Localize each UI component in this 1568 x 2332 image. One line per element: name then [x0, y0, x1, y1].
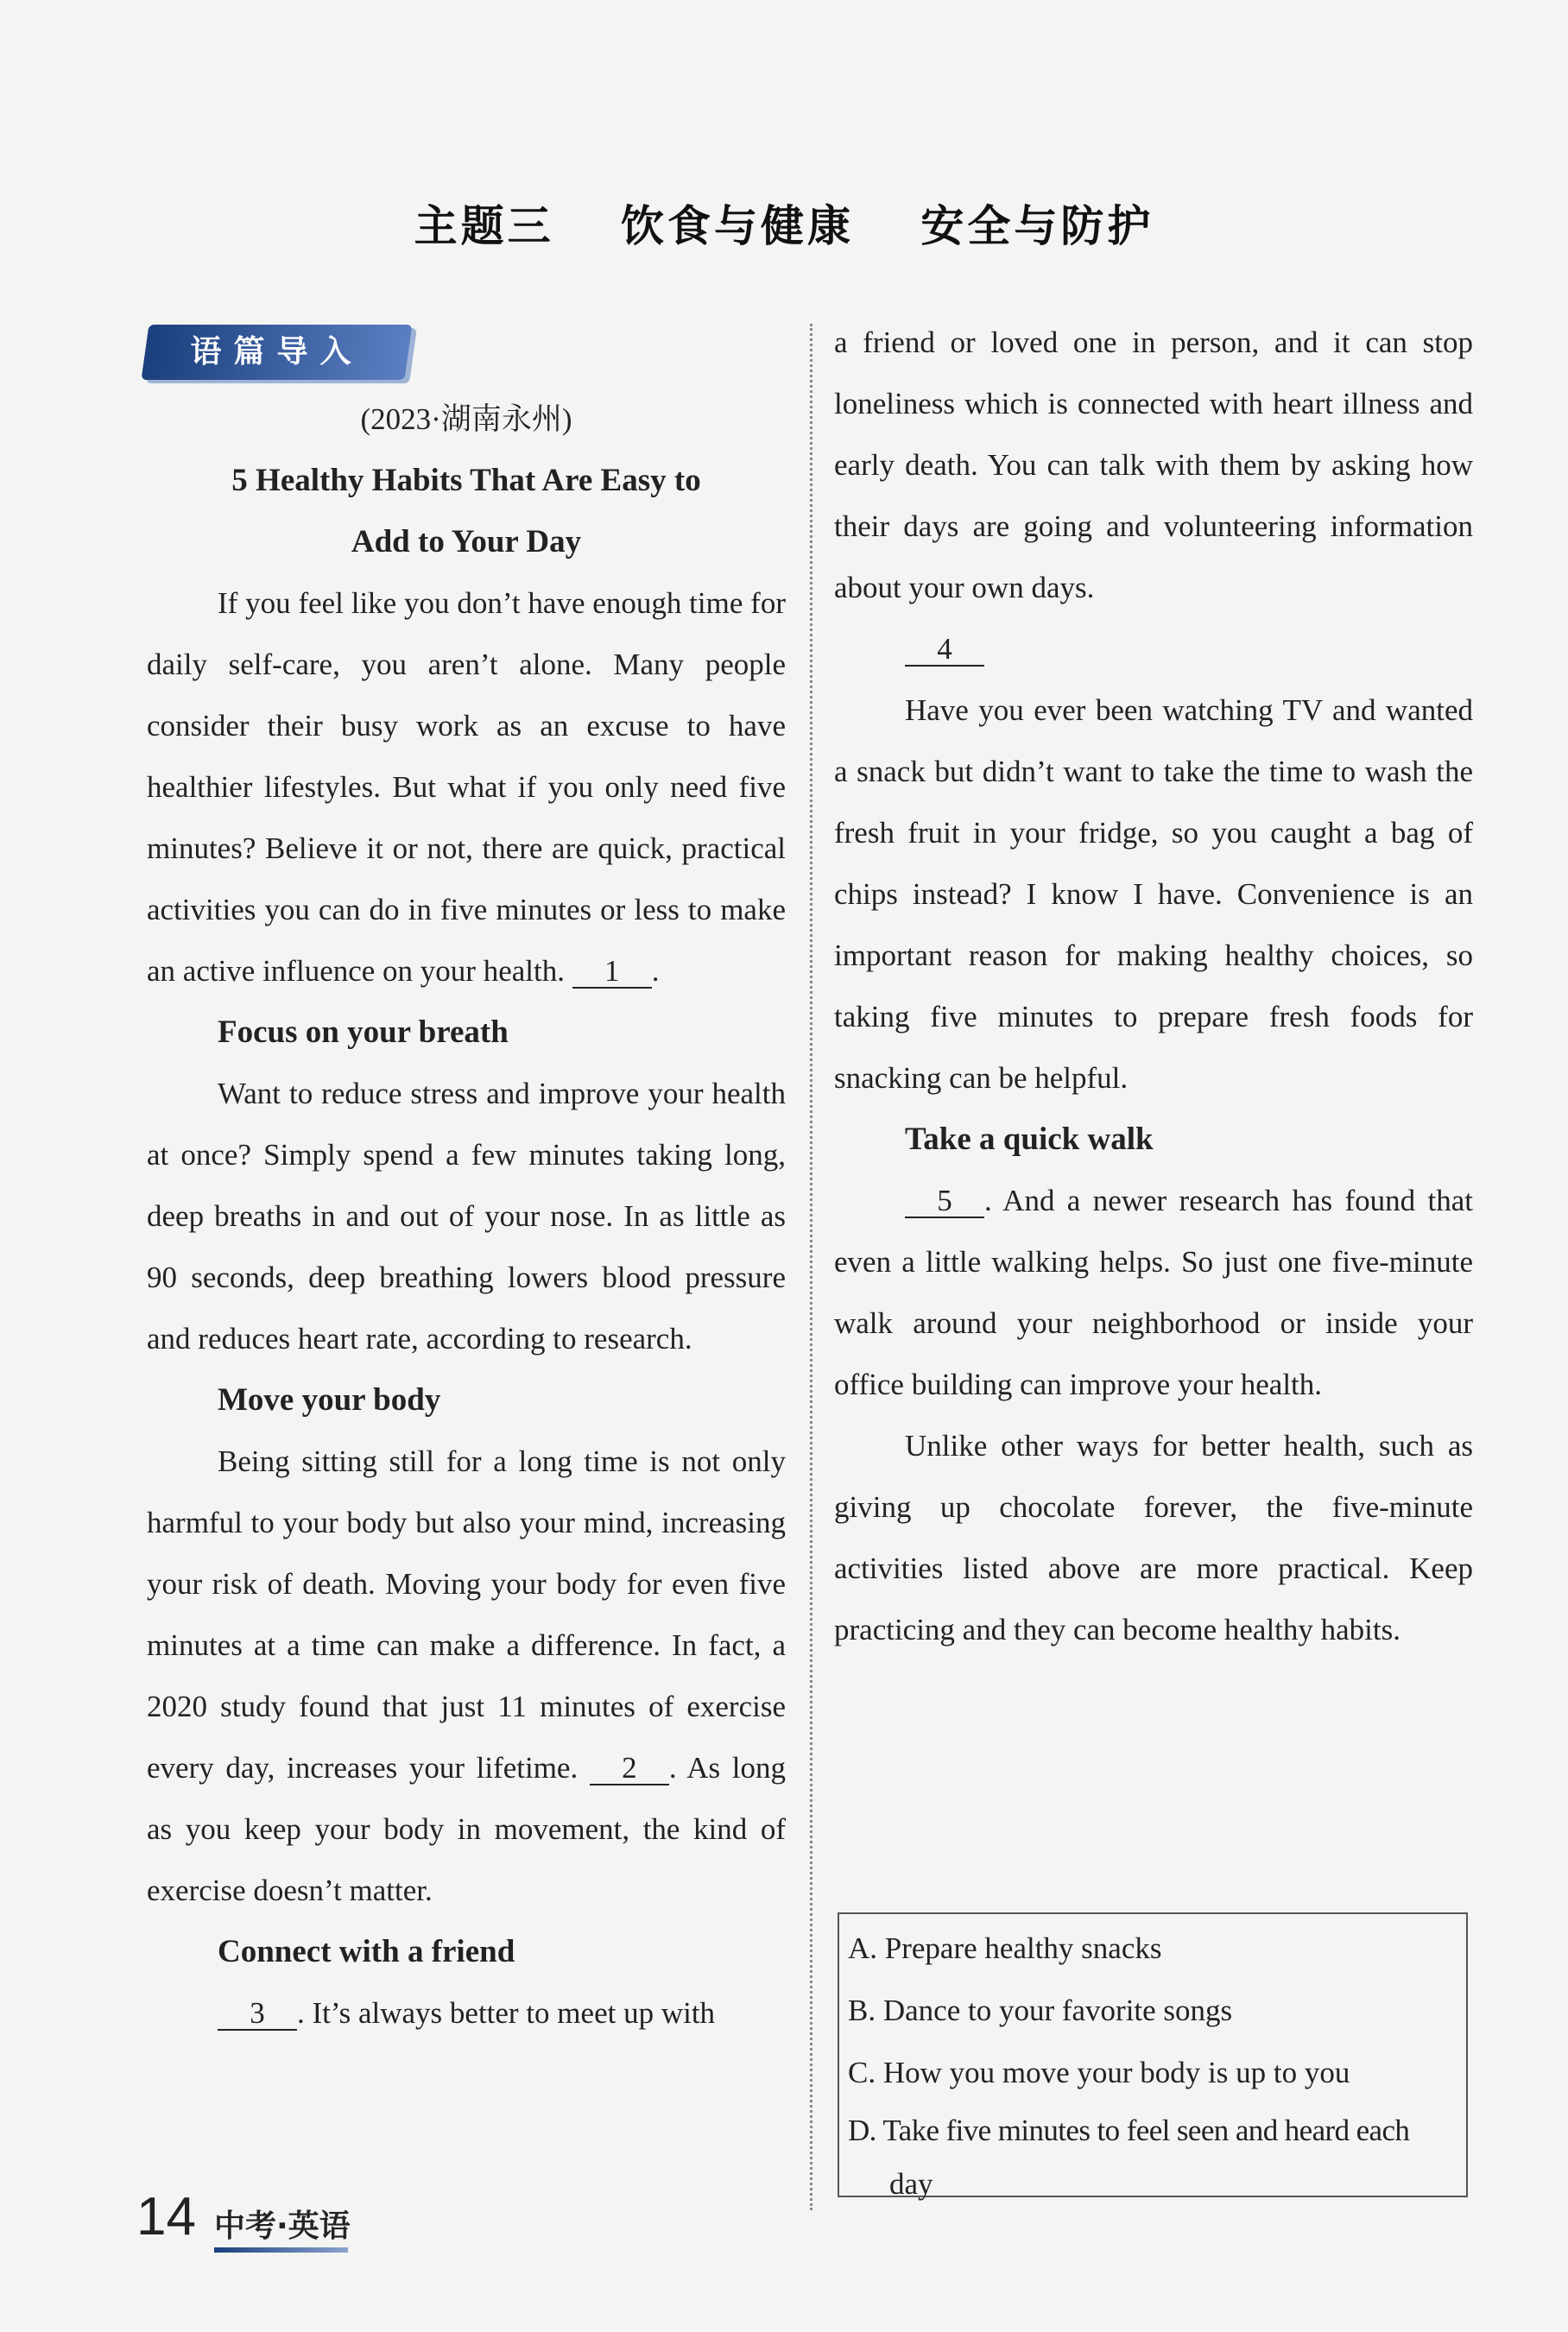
heading-connect-friend: Connect with a friend — [218, 1934, 515, 1969]
paragraph-connect-friend-cont: a friend or loved one in person, and it can stop loneliness which is connected with heart illness and early death. You can talk with them by asking how their days are going and volunteering information about your own days. — [834, 325, 1473, 604]
title-theme: 主题三 — [414, 201, 554, 251]
paragraph-move-body — [147, 1431, 786, 1921]
paragraph-snacks: Have you ever been watching TV and wanted a snack but didn’t want to take the time to wash the fresh fruit in your fridge, so you caught a bag of chips instead? I know I have. Convenience is an important reason for making healthy choices, so taking five minutes to prepare fresh foods for snacking can be helpful. — [834, 693, 1473, 1095]
title-topic-diet: 饮食与健康 — [621, 201, 854, 251]
heading-move-body: Move your body — [218, 1382, 441, 1418]
source-label: (2023·湖南永州) — [360, 402, 572, 436]
blank-4: 4 — [905, 634, 984, 667]
title-topic-safety: 安全与防护 — [920, 201, 1154, 251]
article-title-line2: Add to Your Day — [351, 524, 582, 559]
connect-friend-text-left: . It’s always better to meet up with — [297, 1996, 716, 2030]
page-title — [0, 192, 1568, 254]
paragraph-breath: Want to reduce stress and improve your health at once? Simply spend a few minutes taking long, deep breaths in and out of your nose. In as little as 90 seconds, deep breathing lowers blood pressure and reduces heart rate, according to research. — [147, 1077, 786, 1356]
paragraph-quick-walk — [834, 1170, 1473, 1415]
paragraph-conclusion: Unlike other ways for better health, such as giving up chocolate forever, the five-minute activities listed above are more practical. Keep practicing and they can become healthy habits. — [834, 1429, 1473, 1646]
column-divider — [810, 324, 812, 2210]
blank-4-line — [834, 618, 1473, 679]
option-a: A. Prepare healthy snacks — [848, 1931, 1162, 1965]
blank-3: 3 — [218, 1998, 297, 2031]
option-b: B. Dance to your favorite songs — [848, 1994, 1233, 2027]
left-column — [147, 389, 786, 2044]
option-c: C. How you move your body is up to you — [848, 2056, 1350, 2089]
move-body-text: Being sitting still for a long time is not only harmful to your body but also your mind, increasing your risk of death. Moving your body for even five minutes at a time can make a difference. In fact, a 2020 study found that just 11 minutes of exercise every day, increases your lifetime. — [147, 1444, 786, 1785]
blank-5: 5 — [905, 1185, 984, 1218]
intro-text: If you feel like you don’t have enough time for daily self-care, you aren’t alone. Many people consider their busy work as an excuse to have healthier lifestyles. But what if you only need five minutes? Believe it or not, there are quick, practical activities you can do in five minutes or less to make an active influence on your health. — [147, 586, 786, 988]
option-d: D. Take five minutes to feel seen and heard each — [848, 2114, 1410, 2147]
intro-paragraph: If you feel like you don’t have enough time for daily self-care, you aren’t alone. Many people consider their busy work as an excuse to have healthier lifestyles. But what if you only need five minutes? Believe it or not, there are quick, practical activities you can do in five minutes or less to make an active influence on your health. 1 . — [147, 586, 786, 988]
move-body-text-after: . As long as you keep your body in movement, the kind of exercise doesn’t matter. — [147, 1751, 786, 1907]
book-label: 中考·英语 — [214, 2209, 351, 2244]
quick-walk-text: . And a newer research has found that even a little walking helps. So just one five-minute walk around your neighborhood or inside your office building can improve your health. — [834, 1184, 1473, 1401]
options-box — [838, 1912, 1468, 2201]
blank-1: 1 — [572, 956, 652, 989]
heading-quick-walk: Take a quick walk — [905, 1122, 1154, 1157]
right-column — [834, 312, 1473, 1660]
footer-accent-bar — [214, 2247, 348, 2253]
article-title-line1: 5 Healthy Habits That Are Easy to — [231, 463, 701, 498]
blank-2: 2 — [590, 1753, 669, 1785]
paragraph-connect-friend-start — [147, 1982, 786, 2044]
page-number: 14 — [136, 2187, 196, 2247]
heading-focus-breath: Focus on your breath — [218, 1014, 509, 1050]
option-d-continued: day — [889, 2167, 933, 2201]
section-badge: 语篇导入 — [190, 334, 364, 370]
